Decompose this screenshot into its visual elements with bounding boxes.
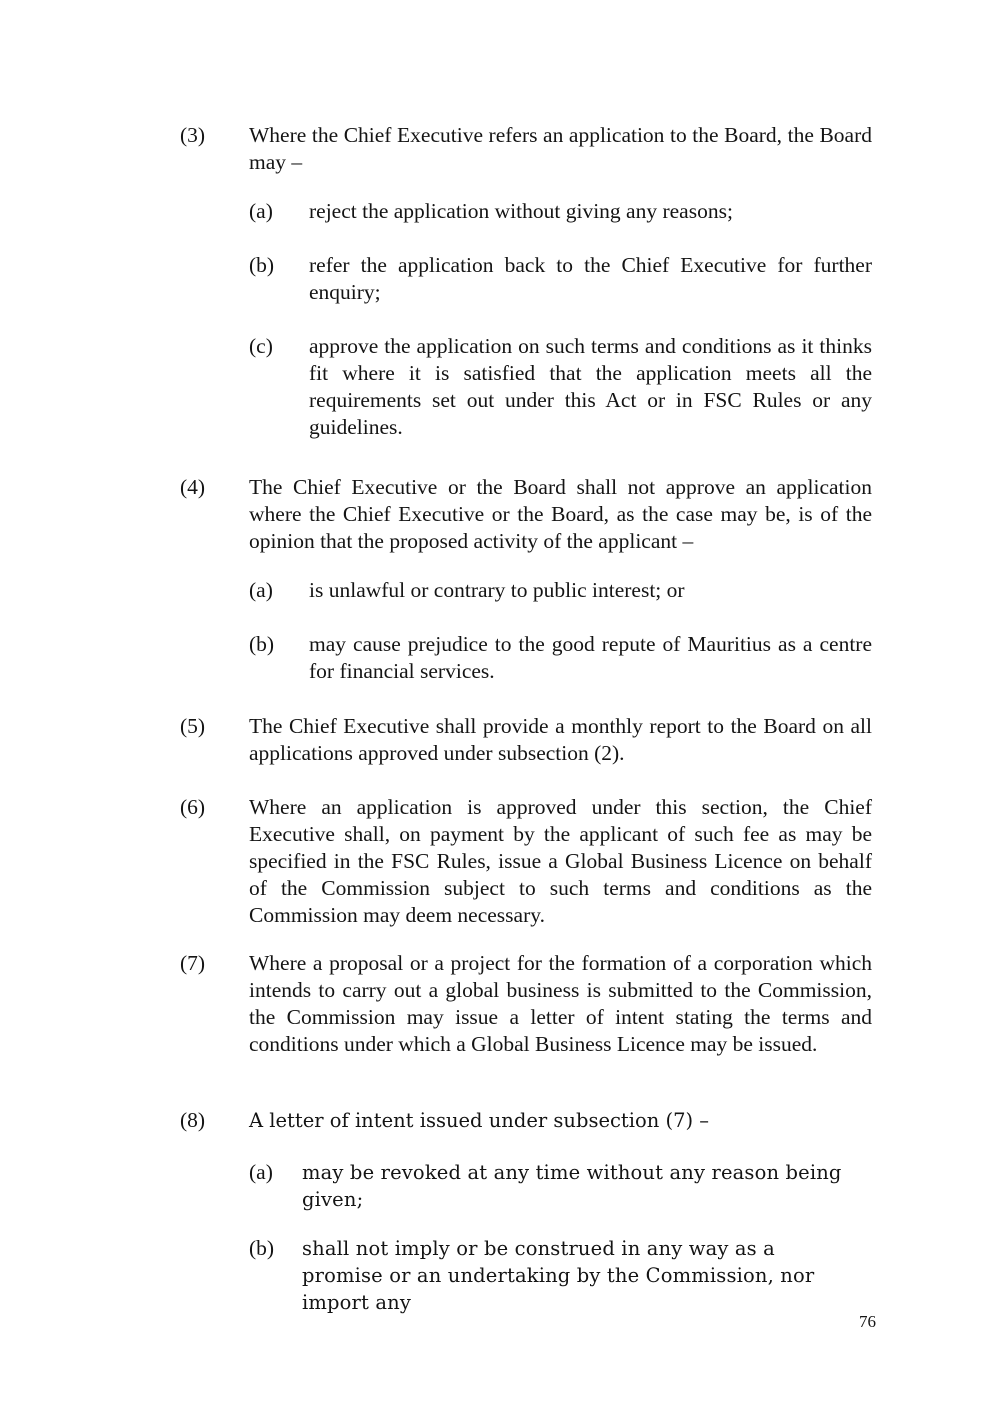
section-3-text: Where the Chief Executive refers an application to the Board, the Board may – bbox=[249, 123, 872, 174]
section-3-item-b-label: (b) bbox=[249, 253, 275, 277]
section-4-item-b-label: (b) bbox=[249, 632, 275, 656]
page-number: 76 bbox=[859, 1312, 876, 1331]
section-4-number: (4) bbox=[180, 475, 206, 499]
section-8-item-b-text: shall not imply or be construed in any way as a promise or an undertaking by the Commission, nor import any bbox=[302, 1237, 815, 1314]
section-8-item-a-text: may be revoked at any time without any reason being given; bbox=[302, 1161, 842, 1211]
section-6-number: (6) bbox=[180, 795, 206, 819]
section-5-text: The Chief Executive shall provide a monthly report to the Board on all applications approved under subsection (2). bbox=[249, 714, 872, 765]
section-3-item-c-label: (c) bbox=[249, 334, 273, 358]
section-3-item-a-text: reject the application without giving any reasons; bbox=[309, 199, 733, 223]
section-3-item-a-label: (a) bbox=[249, 199, 273, 223]
section-8-item-b-label: (b) bbox=[249, 1236, 275, 1260]
section-7-text: Where a proposal or a project for the formation of a corporation which intends to carry out a global business is submitted to the Commission, the Commission may issue a letter of intent stating the terms and conditions under which a Global Business Licence may be issued. bbox=[249, 951, 872, 1056]
section-3-number: (3) bbox=[180, 123, 206, 147]
section-8-number: (8) bbox=[180, 1108, 206, 1132]
section-8-text: A letter of intent issued under subsection (7) – bbox=[249, 1109, 710, 1132]
section-4-item-b-text: may cause prejudice to the good repute of Mauritius as a centre for financial services. bbox=[309, 632, 872, 683]
section-4-item-a-label: (a) bbox=[249, 578, 273, 602]
section-8-item-a-label: (a) bbox=[249, 1160, 273, 1184]
section-4-text: The Chief Executive or the Board shall not approve an application where the Chief Executive or the Board, as the case may be, is of the opinion that the proposed activity of the applicant – bbox=[249, 475, 872, 553]
section-3-item-c-text: approve the application on such terms and conditions as it thinks fit where it is satisfied that the application meets all the requirements set out under this Act or in FSC Rules or any guidelines. bbox=[309, 334, 872, 439]
section-5-number: (5) bbox=[180, 714, 206, 738]
section-4-item-a-text: is unlawful or contrary to public interest; or bbox=[309, 578, 685, 602]
section-7-number: (7) bbox=[180, 951, 206, 975]
section-3-item-b-text: refer the application back to the Chief Executive for further enquiry; bbox=[309, 253, 872, 304]
section-6-text: Where an application is approved under this section, the Chief Executive shall, on payment by the applicant of such fee as may be specified in the FSC Rules, issue a Global Business Licence on behalf of the Commission subject to such terms and conditions as the Commission may deem necessary. bbox=[249, 795, 872, 927]
